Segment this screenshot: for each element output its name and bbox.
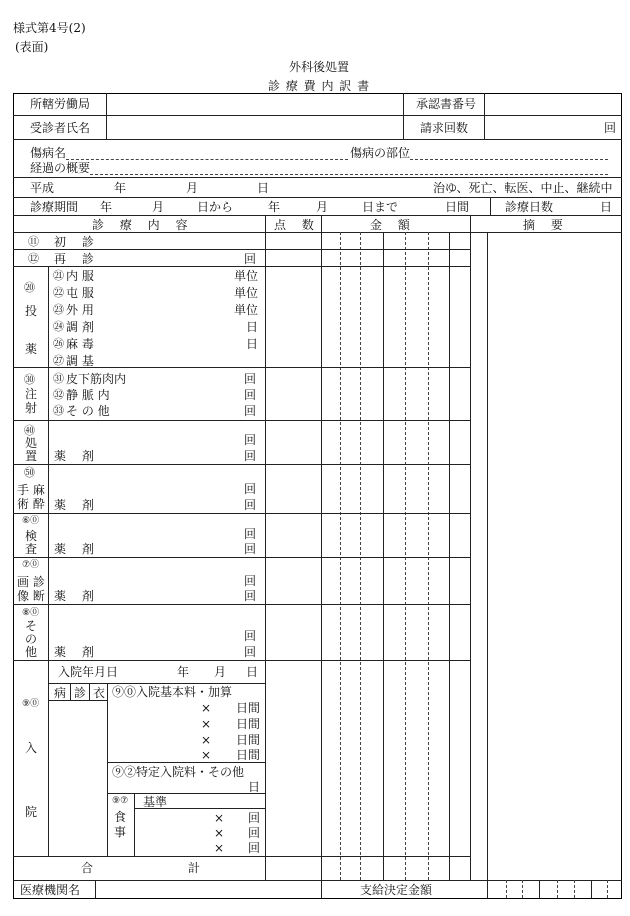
treatment-drug-unit: 回 [244, 449, 257, 463]
admission-date-label: 入院年月日 [58, 665, 119, 679]
admission-num: ⑨⓪ [22, 699, 40, 709]
revisit-label: 再 診 [54, 252, 100, 266]
patient-label: 受診者氏名 [30, 121, 91, 135]
imaging-chars-1: 画 診 [17, 575, 45, 589]
injury-part-label: 傷病の部位 [350, 146, 411, 160]
item-num: ㉝ [53, 404, 64, 417]
item-unit: 単位 [234, 303, 259, 317]
item-label: 外 用 [66, 303, 94, 317]
admission-month: 月 [214, 665, 227, 679]
points-header: 点 数 [274, 218, 320, 232]
item-num: ㉑ [53, 269, 64, 282]
treatment-char-2: 置 [25, 449, 38, 463]
item-unit: 回 [244, 404, 257, 418]
surgery-drug-unit: 回 [244, 498, 257, 512]
item-unit: 日 [246, 320, 259, 334]
title-sub: 外科後処置 [289, 60, 350, 74]
exam-unit: 回 [244, 527, 257, 541]
item-unit: 単位 [234, 286, 259, 300]
item-label: そ の 他 [66, 404, 110, 418]
period-month: 月 [152, 200, 165, 214]
ward-char-2: 診 [74, 686, 87, 700]
approval-label: 承認書番号 [416, 97, 477, 111]
injection-num: ㉚ [24, 373, 35, 386]
medication-char-1: 投 [25, 304, 38, 318]
other-unit: 回 [244, 629, 257, 643]
surgery-unit: 回 [244, 482, 257, 496]
treatment-num: ㊵ [24, 424, 35, 437]
exam-drug-unit: 回 [244, 542, 257, 556]
era-label: 平成 [30, 181, 55, 195]
year-label: 年 [114, 181, 127, 195]
item-label: 麻 毒 [66, 337, 94, 351]
item-label: 皮下筋肉内 [66, 372, 127, 386]
other-char-2: の [25, 632, 38, 646]
surgery-drug-label: 薬 剤 [54, 498, 100, 512]
item-unit: 単位 [234, 269, 259, 283]
item-label: 静 脈 内 [66, 388, 110, 402]
period-label: 診療期間 [30, 200, 79, 214]
meal-char-2: 事 [114, 825, 127, 839]
imaging-unit: 回 [244, 574, 257, 588]
period-days: 日間 [445, 200, 470, 214]
special-fee-unit: 日 [248, 780, 261, 794]
revisit-unit: 回 [244, 252, 257, 266]
month-label: 月 [186, 181, 199, 195]
other-char-1: そ [25, 619, 38, 633]
initial-visit-label: 初 診 [54, 235, 100, 249]
treatment-unit: 回 [244, 433, 257, 447]
meal-num: ⑨⑦ [112, 796, 129, 806]
multiply-sign: × [201, 733, 212, 747]
side-label: (表面) [15, 40, 49, 54]
item-label: 屯 服 [66, 286, 94, 300]
injection-char-2: 射 [25, 401, 38, 415]
item-num: ㉗ [53, 354, 64, 367]
imaging-drug-label: 薬 剤 [54, 589, 100, 603]
item-label: 調 基 [66, 354, 94, 368]
visit-count-unit: 日 [600, 200, 613, 214]
period-from: 日から [197, 200, 234, 214]
imaging-chars-2: 像 断 [17, 589, 45, 603]
item-unit: 回 [244, 388, 257, 402]
content-header: 診 療 内 容 [92, 218, 194, 232]
meal-standard-label: 基準 [143, 795, 168, 809]
amount-header: 金 額 [370, 218, 416, 232]
visit-count-label: 診療日数 [505, 200, 554, 214]
injection-char-1: 注 [25, 387, 38, 401]
ward-char-3: 衣 [93, 686, 106, 700]
course-label: 経過の概要 [30, 161, 91, 175]
admission-char-2: 院 [25, 805, 38, 819]
exam-num: ⑥⓪ [22, 516, 40, 526]
multiply-sign: × [214, 826, 225, 840]
decision-amount-label: 支給決定金額 [360, 883, 433, 897]
institution-label: 医療機関名 [20, 883, 81, 897]
multiply-sign: × [214, 811, 225, 825]
multiply-sign: × [201, 717, 212, 731]
item-num: ㉛ [53, 372, 64, 385]
form-number: 様式第4号(2) [13, 21, 86, 35]
unit-label: 日間 [236, 748, 261, 762]
office-label: 所轄労働局 [30, 97, 91, 111]
unit-label: 日間 [236, 733, 261, 747]
surgery-chars-1: 手 麻 [17, 483, 45, 497]
unit-label: 回 [248, 811, 261, 825]
item-unit: 日 [246, 337, 259, 351]
other-drug-unit: 回 [244, 645, 257, 659]
unit-label: 日間 [236, 717, 261, 731]
other-char-3: 他 [25, 645, 38, 659]
unit-label: 回 [248, 826, 261, 840]
unit-label: 日間 [236, 701, 261, 715]
period-month2: 月 [316, 200, 329, 214]
multiply-sign: × [214, 841, 225, 855]
claims-unit: 回 [604, 121, 617, 135]
item-num: ㉔ [53, 320, 64, 333]
imaging-drug-unit: 回 [244, 589, 257, 603]
admission-year: 年 [177, 665, 190, 679]
surgery-chars-2: 術 酔 [17, 497, 45, 511]
item-num: ㉜ [53, 388, 64, 401]
period-year: 年 [100, 200, 113, 214]
admission-day: 日 [246, 665, 259, 679]
meal-char-1: 食 [114, 810, 127, 824]
item-num: ㉓ [53, 303, 64, 316]
outcome-options: 治ゆ、死亡、転医、中止、継続中 [433, 181, 613, 195]
treatment-char-1: 処 [25, 436, 38, 450]
ward-char-1: 病 [54, 686, 67, 700]
item-num: ㉒ [53, 286, 64, 299]
exam-char-2: 査 [25, 542, 38, 556]
total-char-2: 計 [188, 861, 201, 875]
treatment-drug-label: 薬 剤 [54, 449, 100, 463]
item-num: ㉖ [53, 337, 64, 350]
item-unit: 回 [244, 372, 257, 386]
initial-num: ⑪ [28, 235, 39, 248]
page-title: 診 療 費 内 訳 書 [268, 79, 371, 93]
medication-num: ⑳ [24, 281, 35, 294]
day-label: 日 [257, 181, 270, 195]
exam-drug-label: 薬 剤 [54, 542, 100, 556]
medication-char-2: 薬 [25, 342, 38, 356]
other-num: ⑧⓪ [22, 608, 40, 618]
special-fee-label: ⑨②特定入院料・その他 [112, 765, 245, 779]
unit-label: 回 [248, 841, 261, 855]
admission-char-1: 入 [25, 741, 38, 755]
claims-label: 請求回数 [420, 121, 469, 135]
injury-label: 傷病名 [30, 146, 67, 160]
summary-header: 摘 要 [523, 218, 569, 232]
exam-char-1: 検 [25, 529, 38, 543]
revisit-num: ⑫ [28, 252, 39, 265]
total-char-1: 合 [81, 861, 94, 875]
item-label: 調 剤 [66, 320, 94, 334]
item-label: 内 服 [66, 269, 94, 283]
other-drug-label: 薬 剤 [54, 645, 100, 659]
period-year2: 年 [268, 200, 281, 214]
multiply-sign: × [201, 748, 212, 762]
basic-fee-label: ⑨⓪入院基本料・加算 [112, 685, 233, 699]
multiply-sign: × [201, 701, 212, 715]
imaging-num: ⑦⓪ [22, 560, 40, 570]
period-until: 日まで [362, 200, 399, 214]
surgery-num: ㊿ [24, 466, 35, 479]
